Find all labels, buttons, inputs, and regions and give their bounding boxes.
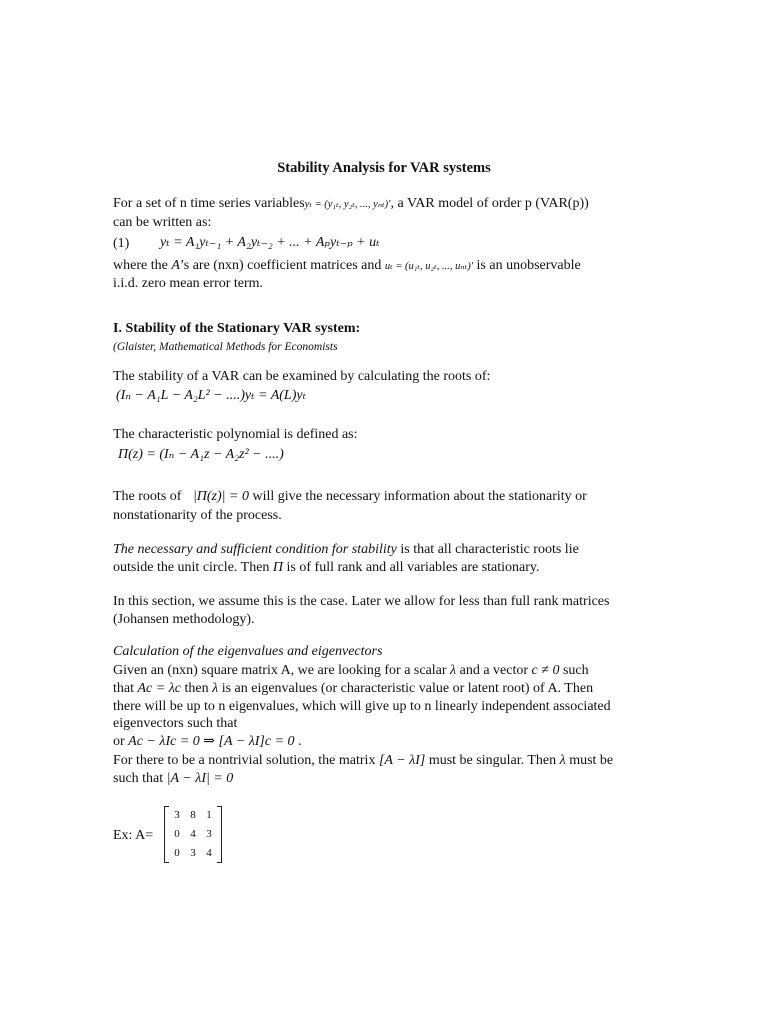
lambda-symbol: λ	[559, 753, 566, 768]
error-vector: uₜ = (u₁ₜ, u₂ₜ, ..., uₙₜ)′	[384, 261, 474, 272]
paragraph-char-poly: The characteristic polynomial is defined as:	[113, 427, 358, 442]
paragraph-text: will give the necessary information about the stationarity or	[248, 489, 587, 504]
intro-text: is an unobservable	[473, 258, 581, 273]
matrix-row	[165, 806, 221, 825]
matrix-cell: 0	[174, 828, 180, 840]
section-heading: I. Stability of the Stationary VAR system:	[113, 321, 361, 336]
paragraph-assumption: In this section, we assume this is the case. Later we allow for less than full rank matrices	[113, 594, 610, 609]
paragraph-roots: The stability of a VAR can be examined by calculating the roots of:	[113, 369, 491, 384]
intro-line-4: i.i.d. zero mean error term.	[113, 276, 264, 291]
paragraph-text: such that	[113, 771, 167, 786]
paragraph-text: such	[559, 663, 589, 678]
paragraph-text: The roots of	[113, 489, 182, 504]
equation-2: (Iₙ − A₁L − A₂L² − ....)yₜ = A(L)yₜ	[116, 388, 307, 403]
intro-text: , a VAR model of order p (VAR(p))	[390, 196, 589, 211]
citation: (Glaister, Mathematical Methods for Economists	[113, 341, 338, 353]
eigen-line-5	[113, 733, 302, 751]
equation-1: yₜ = A₁yₜ₋₁ + A₂yₜ₋₂ + ... + Aₚyₜ₋ₚ + uₜ	[160, 235, 380, 250]
example-label: Ex: A=	[113, 828, 154, 843]
eigen-line-1	[113, 662, 589, 680]
paragraph-text: .	[294, 734, 302, 749]
paragraph-stability	[113, 541, 579, 559]
matrix-cell: 8	[190, 809, 196, 821]
paragraph-text: and a vector	[456, 663, 532, 678]
intro-text: where the	[113, 258, 168, 273]
intro-line-3	[113, 257, 581, 276]
intro-line-2: can be written as:	[113, 215, 212, 230]
matrix-cell: 4	[190, 828, 196, 840]
page-title: Stability Analysis for VAR systems	[277, 160, 491, 176]
eigen-line-7	[113, 770, 233, 788]
intro-text: For a set of n time series variables	[113, 196, 305, 211]
singular-equation: Ac − λIc = 0 ⇒ [A − λI]c = 0	[128, 734, 295, 749]
stability-condition: The necessary and sufficient condition for stability	[113, 542, 397, 557]
eigen-line-3: there will be up to n eigenvalues, which will give up to n linearly independent associated	[113, 699, 611, 714]
paragraph-text: Given an (nxn) square matrix A, we are looking for a scalar	[113, 663, 451, 678]
matrix-cell: 1	[206, 809, 212, 821]
paragraph-text: must be	[565, 753, 614, 768]
matrix-row	[165, 844, 221, 863]
matrix-symbol: A	[171, 258, 180, 273]
eigen-equation: Ac = λc	[137, 681, 181, 696]
paragraph-text: then	[181, 681, 213, 696]
pi-symbol: Π	[272, 560, 284, 575]
eigen-line-6	[113, 752, 613, 770]
lambda-symbol: λ	[450, 663, 457, 678]
equation-1-label: (1)	[113, 236, 130, 251]
paragraph-text: or	[113, 734, 129, 749]
matrix-cell: 4	[206, 847, 212, 859]
matrix-cell: 3	[206, 828, 212, 840]
series-vector: yₜ = (y₁ₜ, y₂ₜ, ..., yₙₜ)′	[304, 199, 391, 210]
matrix-row	[165, 825, 221, 844]
paragraph-text: For there to be a nontrivial solution, the matrix	[113, 753, 379, 768]
matrix-cell: 3	[190, 847, 196, 859]
paragraph-roots-info-2: nonstationarity of the process.	[113, 508, 282, 523]
paragraph-text: that	[113, 681, 138, 696]
matrix-cell: 0	[174, 847, 180, 859]
lambda-symbol: λ	[212, 681, 219, 696]
eigen-line-4: eigenvectors such that	[113, 716, 238, 731]
paragraph-stability-2	[113, 559, 540, 577]
paragraph-assumption-2: (Johansen methodology).	[113, 612, 255, 627]
c-nonzero: c ≠ 0	[531, 663, 560, 678]
paragraph-text: is of full rank and all variables are stationary.	[283, 560, 540, 575]
paragraph-text: must be singular. Then	[425, 753, 560, 768]
paragraph-roots-info	[113, 488, 587, 506]
eigen-heading: Calculation of the eigenvalues and eigenvectors	[113, 644, 383, 659]
eigen-line-2	[113, 680, 593, 698]
matrix-cell: 3	[174, 809, 180, 821]
paragraph-text: is an eigenvalues (or characteristic value or latent root) of A. Then	[218, 681, 594, 696]
intro-text: ’s are (nxn) coefficient matrices and	[179, 258, 382, 273]
equation-3: Π(z) = (Iₙ − A₁z − A₂z² − ....)	[118, 447, 284, 462]
intro-line-1	[113, 195, 589, 214]
example-matrix	[164, 806, 222, 863]
det-pi-equation: |Π(z)| = 0	[192, 489, 249, 504]
determinant-equation: |A − λI| = 0	[166, 771, 234, 786]
paragraph-text: is that all characteristic roots lie	[396, 542, 579, 557]
paragraph-text: outside the unit circle. Then	[113, 560, 273, 575]
matrix-a-lambda: [A − λI]	[378, 753, 426, 768]
